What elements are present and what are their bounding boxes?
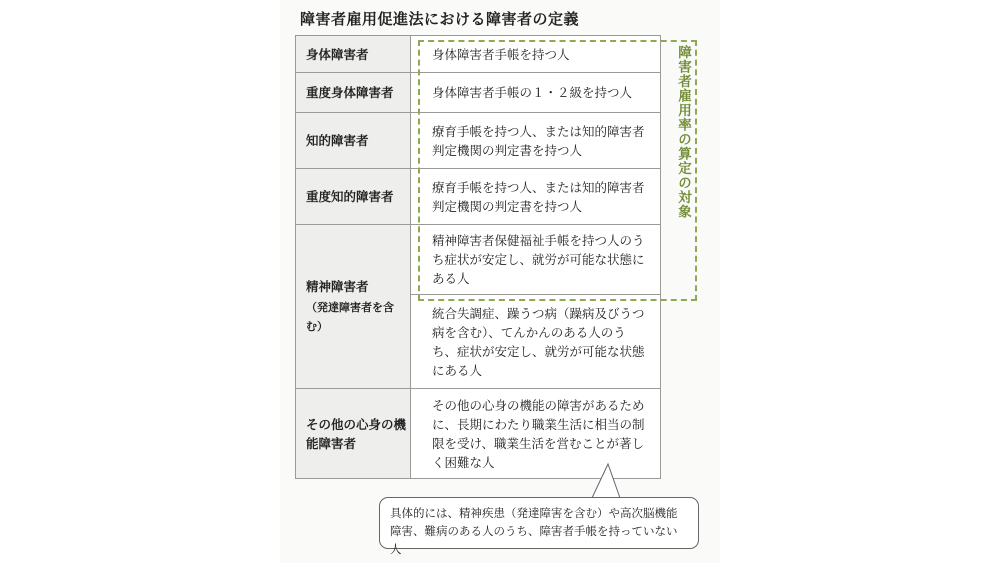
table-row xyxy=(296,225,661,295)
category-cell: 身体障害者 xyxy=(296,36,411,73)
table-row xyxy=(296,113,661,169)
scope-label: 障害者雇用率の算定の対象 xyxy=(675,45,691,219)
description-cell: 身体障害者手帳を持つ人 xyxy=(411,36,661,73)
table-row xyxy=(296,36,661,73)
category-cell: その他の心身の機能障害者 xyxy=(296,389,411,479)
description-cell: 精神障害者保健福祉手帳を持つ人のうち症状が安定し、就労が可能な状態にある人 xyxy=(411,225,661,295)
category-cell: 重度知的障害者 xyxy=(296,169,411,225)
description-cell: 療育手帳を持つ人、または知的障害者判定機関の判定書を持つ人 xyxy=(411,113,661,169)
description-cell: 身体障害者手帳の１・２級を持つ人 xyxy=(411,73,661,113)
page-title: 障害者雇用促進法における障害者の定義 xyxy=(300,10,580,28)
note-bubble: 具体的には、精神疾患（発達障害を含む）や高次脳機能障害、難病のある人のうち、障害者手帳を持っていない人 xyxy=(379,497,699,549)
table-row xyxy=(296,169,661,225)
description-cell: その他の心身の機能の障害があるために、長期にわたり職業生活に相当の制限を受け、職業生活を営むことが著しく困難な人 xyxy=(411,389,661,479)
description-cell: 統合失調症、躁うつ病（躁病及びうつ病を含む）、てんかんのある人のうち、症状が安定し、就労が可能な状態にある人 xyxy=(411,295,661,389)
description-cell: 療育手帳を持つ人、または知的障害者判定機関の判定書を持つ人 xyxy=(411,169,661,225)
category-sublabel: （発達障害者を含む） xyxy=(306,301,394,333)
category-cell: 重度身体障害者 xyxy=(296,73,411,113)
category-cell xyxy=(296,225,411,389)
table-row xyxy=(296,73,661,113)
category-label: 精神障害者 xyxy=(306,279,369,294)
definition-table xyxy=(295,35,661,479)
category-cell: 知的障害者 xyxy=(296,113,411,169)
table-row xyxy=(296,389,661,479)
